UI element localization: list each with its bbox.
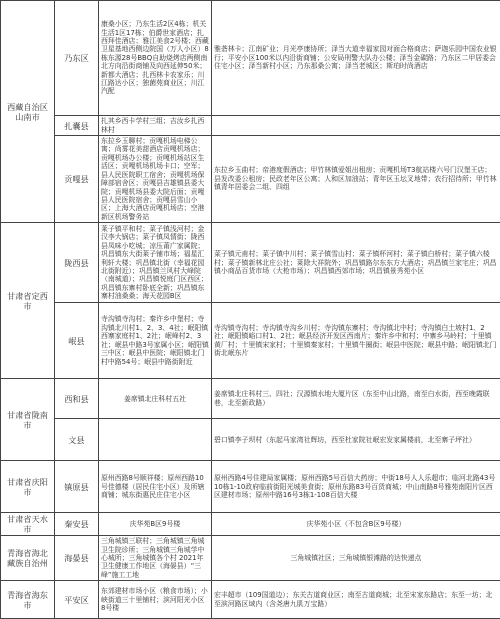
area-a-cell xyxy=(99,419,212,461)
area-a-cell: 康桑小区；乃东生活2区4栋；机关生活1区17栋；伯爵世家酒店；扎西拜佳酒店；雅江美食2号楼；西藏卫星基地西侧边院国（万人小区）8栋东源28号BBQ自助烧烤店两侧南北方向沿街商铺及向西延伸50米；新都大酒店；扎西林卡农家乐；川江路达小区；独菌苑商业区；川江汽配 xyxy=(99,1,212,116)
table-row xyxy=(1,116,500,136)
table-row xyxy=(1,379,500,419)
area-a-cell: 原州西路8号顺祥楼；原州西路10号佳德楼（居民住宅小区）及所辖商铺；城东街惠民庄住宅小区 xyxy=(99,461,212,513)
area-b-cell: 原州西路4号住建局家属楼；原州西路5号百信大药房；中街18号人人乐超市；临河北路43号10栋1-10政府临前街阳光城美食街；原州东路83号百货商城；中山南路8号雅苑南阳片区西区建材市场；原州中路16号3栋1-108百信大楼 xyxy=(212,461,500,513)
table-row xyxy=(1,1,500,116)
region-cell: 甘肃省定西市 xyxy=(1,223,55,379)
area-b-cell: 庆华苑小区（不包含B区9号楼） xyxy=(212,513,500,536)
area-a-cell: 姜席镇北庄科村五社 xyxy=(99,379,212,419)
county-cell: 岷县 xyxy=(55,303,99,379)
county-cell: 镇原县 xyxy=(55,461,99,513)
county-cell: 文县 xyxy=(55,419,99,461)
table-row xyxy=(1,513,500,536)
table-row xyxy=(1,303,500,379)
county-cell: 陇西县 xyxy=(55,223,99,303)
area-a-cell: 寺沟镇寺沟村；秦许乡中堡村；寺沟镇北川村1、2、3、4社；岷阳镇西寨家庭村1、2社；岷峰村2、3社；岷县中路3号家属小区；岷阳镇三中区；岷县中医院；岷阳镇北门村中路54号；岷县中路街附近 xyxy=(99,303,212,379)
region-cell: 西藏自治区山南市 xyxy=(1,1,55,223)
area-a-cell: 莱子镇平和村；菜子镇浅河村；金汉李大锅店；菜子镇凤情街；陇西县凤味小吃城；凉压莆广家属院；巩昌镇东大街莱子铺市场；福星汇利轩大楼；巩昌镇北街（幸福花园北街附近）；巩昌镇兰风村大峰院（南城道）；巩昌镇悦庭门区西区；巩昌镇东寨村卧底全新；巩昌镇东寨村油桑桑；海天花园B区 xyxy=(99,223,212,303)
table-row xyxy=(1,223,500,303)
region-cell: 甘肃省庆阳市 xyxy=(1,461,55,513)
area-b-cell: 姜席镇北庄科村三、四社；汉源镇水地大厦片区（东至中山北路，南至白水街，西至晚霞联巷，北至新政路） xyxy=(212,379,500,419)
table-row xyxy=(1,536,500,581)
county-cell: 秦安县 xyxy=(55,513,99,536)
county-cell: 乃东区 xyxy=(55,1,99,116)
area-b-cell: 东拉乡玉曲村；帝港度假酒店；甲竹林镇爱姐出租房；贡嘎机场T3航站楼六号门汉堡王店；县发改委公租房；民政老年区公寓；人和区加油站；青年区玉坛叉地带；农行招待所；甲竹林镇青年居委会二组、四组 xyxy=(212,136,500,223)
region-cell: 青海省海东市 xyxy=(1,581,55,619)
county-cell: 西和县 xyxy=(55,379,99,419)
region-cell: 甘肃省陇南市 xyxy=(1,379,55,461)
area-a-cell: 庆华苑B区9号楼 xyxy=(99,513,212,536)
region-cell: 甘肃省天水市 xyxy=(1,513,55,536)
region-cell: 青海省海北藏族自治州 xyxy=(1,536,55,581)
area-b-cell xyxy=(212,116,500,136)
area-b-cell: 三角城镇社区；三角城镇银滩路的达快递点 xyxy=(212,536,500,581)
table-row xyxy=(1,581,500,619)
area-a-cell: 扎其乡西卡学村三组；吉汝乡扎西林村 xyxy=(99,116,212,136)
area-b-cell: 宏丰超市（109国道边）；东关古道商业区；南至古道商城；北至宋家东路店；东至一坊；北至滨河路区域内（含尧唐九肌万宝路） xyxy=(212,581,500,619)
county-cell: 贡嘎县 xyxy=(55,136,99,223)
area-a-cell: 东拉乡玉聊村；贡嘎机场电梯公寓；尚雾花美甜酒店贡嘎机场店；贡嘎机场办公楼；贡嘎机场站区生活区；贡嘎机场机场卡口；空军；县人民医院职工宿舍；贡嘎机场保障部宿舍区；贡嘎县吉雄镇县委大院；贡嘎机场县委大院后面；贡嘎县人民医院宿舍；贡嘎县雪山小区；上海大酒店贡嘎机场店；空港新区机场警务站 xyxy=(99,136,212,223)
table-row xyxy=(1,136,500,223)
table-row xyxy=(1,461,500,513)
area-b-cell: 碧口镇李子坝村（东起马家湾社辉坊，西至杜家院社岷宏发家属楼前，北至寨子坪社） xyxy=(212,419,500,461)
county-cell: 扎囊县 xyxy=(55,116,99,136)
county-cell: 平安区 xyxy=(55,581,99,619)
county-cell: 海晏县 xyxy=(55,536,99,581)
area-b-cell: 雅砻林卡；江南矿业；月光亭康协所；泽当大道幸福家园对面合格商店；萨迦乐园中国农业银行；平安小区100米以内沿街商铺；公安局刑警大队办公楼；泽当金碳路；乃东区二甲居委会住宅小区；泽当新村小区；乃东那桑公寓；泽当老城区；斯珀时尚酒店 xyxy=(212,1,500,116)
table-row xyxy=(1,419,500,461)
area-b-cell: 寺沟镇寺沟村；寺沟镇寺沟乡川村；寺沟镇东寨村；寺沟镇北中村；寺沟镇白土坡村1、2社；岷阳镇峪口村1、2社；岷县经济开发区西南片；秦许乡中和村；中寨乡马岭村；十里镇黄厂村；十里镇宋家村；十里镇秦家村；十里镇牛圈街；岷县中医院；岷县中路；岷阳镇北门街北岷东片 xyxy=(212,303,500,379)
area-b-cell: 菜子镇元甫村；菜子镇中川村；菜子镇雪山村；菜子镇杯河村；菜子镇白桥村；菜子镇六棱村；菜子镇新林北庄公社；莱除大祥院外；巩昌镇路尔东东方大酒店；巩昌镇兰家宅庄；巩昌镇小商品百货市场（大枪市场）；巩昌镇西郊市场；巩昌镇景秀苑小区 xyxy=(212,223,500,303)
area-a-cell: 三角城镇三联村；三角城镇三角城卫生院诊所；三角城镇三角城学中心城所；三角城镇各个村 2021年卫生健康工作地区（海晏县）“三峰”施工工地 xyxy=(99,536,212,581)
area-a-cell: 东郊建材市场小区（粮食市场）；小峡街道三十里铺村；滨河阳光小区 8号楼 xyxy=(99,581,212,619)
